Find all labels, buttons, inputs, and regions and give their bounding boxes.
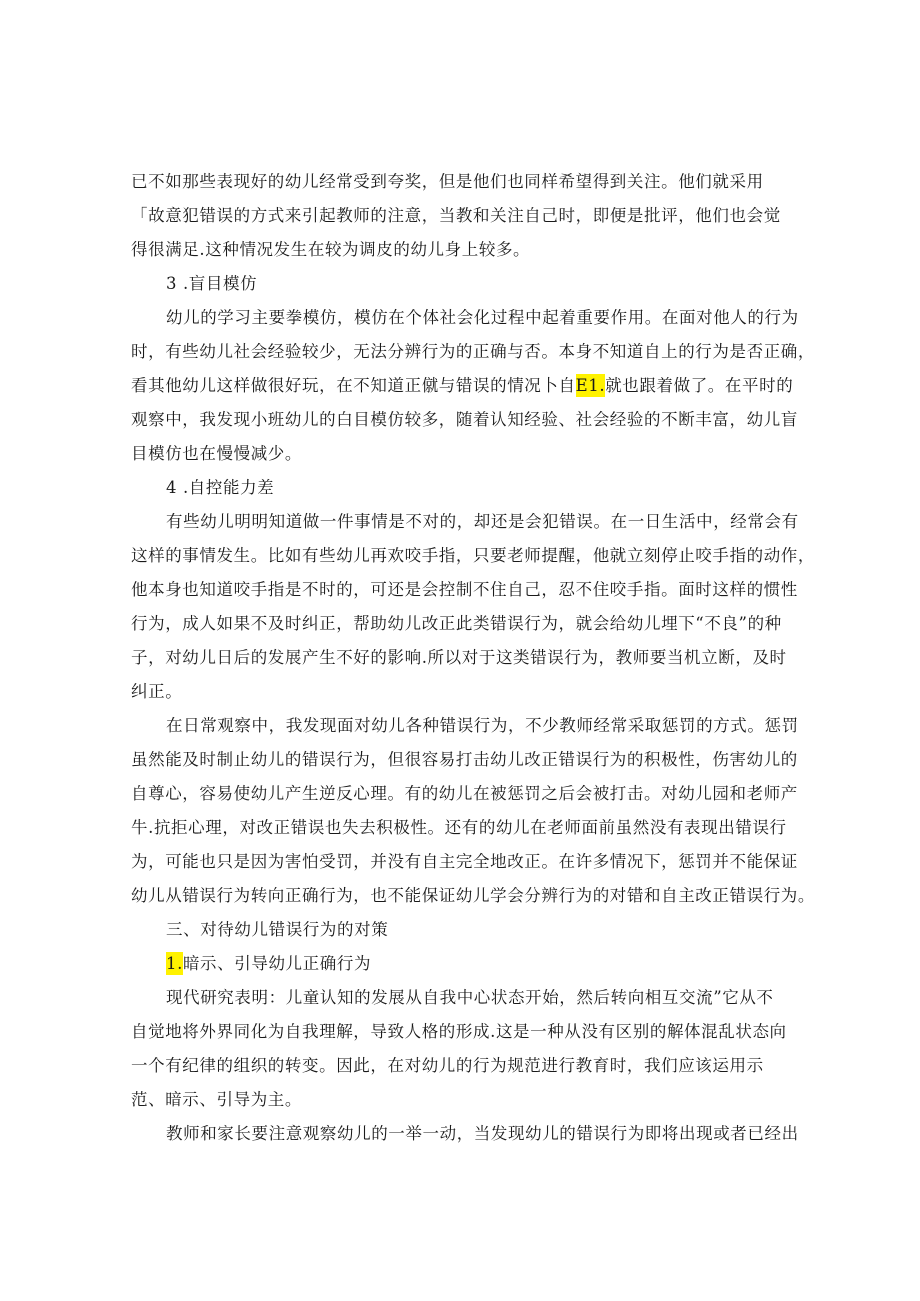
text-line: 观察中，我发现小班幼儿的白目模仿较多，随着认知经验、社会经验的不断丰富，幼儿盲 bbox=[131, 410, 798, 429]
section-heading: 3 .盲目模仿 bbox=[166, 274, 258, 293]
text-line: 行为，成人如果不及时纠正，帮助幼儿改正此类错误行为，就会给幼儿埋下“不良”的种 bbox=[131, 614, 782, 633]
text-segment: 就也跟着做了。在平时的 bbox=[605, 376, 794, 395]
text-line: 目模仿也在慢慢减少。 bbox=[131, 444, 302, 463]
text-line: 得很满足.这种情况发生在较为调皮的幼儿身上较多。 bbox=[131, 240, 531, 259]
text-line: 范、暗示、引导为主。 bbox=[131, 1090, 302, 1109]
highlight-mark: E1. bbox=[575, 376, 606, 395]
text-line: 时，有些幼儿社会经验较少，无法分辨行为的正确与否。本身不知道自上的行为是否正确， bbox=[131, 342, 815, 361]
text-line: 这样的事情发生。比如有些幼儿再欢咬手指，只要老师提醒，他就立刻停止咬手指的动作， bbox=[131, 546, 815, 565]
text-line: 自觉地将外界同化为自我理解，导致人格的形成.这是一种从没有区别的解体混乱状态向 bbox=[131, 1022, 787, 1041]
text-line: 有些幼儿明明知道做一件事情是不对的，却还是会犯错误。在一日生活中，经常会有 bbox=[166, 512, 799, 531]
text-segment: 暗示、引导幼儿正确行为 bbox=[182, 954, 372, 973]
text-segment: 看其他幼儿这样做很好玩，在不知道正僦与错误的情况卜自 bbox=[131, 376, 576, 395]
text-line: 他本身也知道咬手指是不时的，可还是会控制不住自己，忍不住咬手指。面时这样的惯性 bbox=[131, 580, 798, 599]
highlight-mark: 1. bbox=[166, 954, 183, 973]
text-line: 子，对幼儿日后的发展产生不好的影响.所以对于这类错误行为，教师要当机立断，及时 bbox=[131, 648, 787, 667]
text-line: 幼儿的学习主要拳模仿，模仿在个体社会化过程中起着重要作用。在面对他人的行为 bbox=[166, 308, 799, 327]
text-line: 「故意犯错误的方式来引起教师的注意，当教和关注自己时，即便是批评，他们也会觉 bbox=[131, 206, 781, 225]
text-line: 幼儿从错误行为转向正确行为，也不能保证幼儿学会分辨行为的对错和自主改正错误行为。 bbox=[131, 886, 815, 905]
text-line: 已不如那些表现好的幼儿经常受到夸奖，但是他们也同样希望得到关注。他们就采用 bbox=[131, 172, 764, 191]
text-line: 自尊心，容易使幼儿产生逆反心理。有的幼儿在被惩罚之后会被打击。对幼儿园和老师产 bbox=[131, 784, 798, 803]
text-line: 现代研究表明：儿童认知的发展从自我中心状态开始，然后转向相互交流”它从不 bbox=[166, 988, 774, 1007]
subsection-heading bbox=[166, 952, 371, 976]
section-heading: 三、对待幼儿错误行为的对策 bbox=[166, 920, 389, 939]
text-line: 一个有纪律的组织的转变。因此，在对幼儿的行为规范进行教育时，我们应该运用示 bbox=[131, 1056, 764, 1075]
text-line: 虽然能及时制止幼儿的错误行为，但很容易打击幼儿改正错误行为的积极性，伤害幼儿的 bbox=[131, 750, 798, 769]
text-line: 教师和家长要注意观察幼儿的一举一动，当发现幼儿的错误行为即将出现或者已经出 bbox=[166, 1124, 799, 1143]
section-heading: 4 .自控能力差 bbox=[166, 478, 275, 497]
text-line: 牛.抗拒心理，对改正错误也失去积极性。还有的幼儿在老师面前虽然没有表现出错误行 bbox=[131, 818, 787, 837]
text-line: 为，可能也只是因为害怕受罚，并没有自主完全地改正。在许多情况下，惩罚并不能保证 bbox=[131, 852, 798, 871]
text-line bbox=[131, 374, 793, 398]
text-line: 纠正。 bbox=[131, 682, 183, 701]
text-line: 在日常观察中，我发现面对幼儿各种错误行为，不少教师经常采取惩罚的方式。惩罚 bbox=[166, 716, 799, 735]
